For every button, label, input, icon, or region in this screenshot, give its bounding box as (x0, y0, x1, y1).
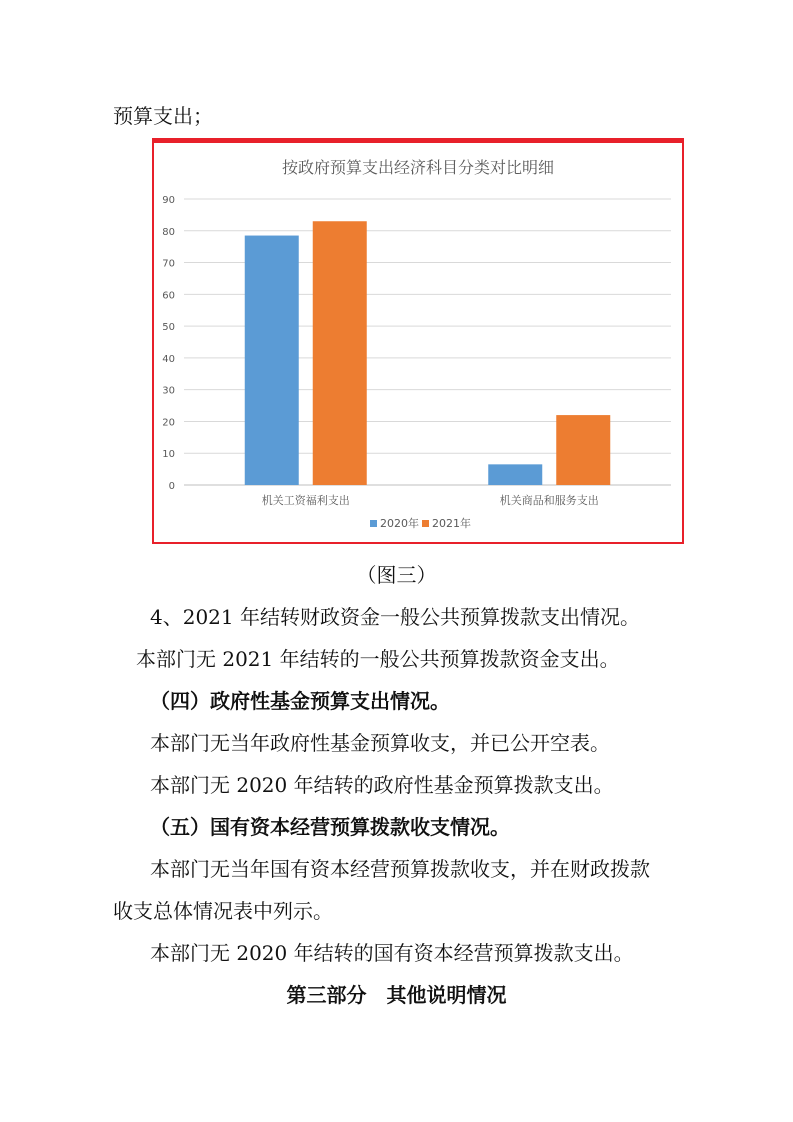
y-tick-label-90: 90 (162, 195, 175, 206)
legend-label-2: 2021年 (432, 517, 471, 530)
intro-fragment: 预算支出； (113, 104, 213, 128)
chart-frame (152, 138, 684, 544)
bar-1-2 (488, 464, 542, 485)
x-tick-label-1: 机关工资福利支出 (261, 494, 350, 507)
section-5-heading: （五）国有资本经营预算拨款收支情况。 (150, 815, 510, 839)
y-tick-label-20: 20 (162, 417, 175, 429)
y-tick-label-80: 80 (162, 226, 175, 238)
legend-swatch-2 (422, 520, 429, 527)
y-tick-label-0: 0 (168, 481, 175, 492)
part-3-heading: 第三部分 其他说明情况 (286, 983, 507, 1007)
y-tick-label-10: 10 (162, 449, 175, 461)
legend-label-1: 2020年 (380, 517, 419, 530)
x-tick-label-2: 机关商品和服务支出 (499, 494, 599, 507)
section-5-body-1a: 本部门无当年国有资本经营预算拨款收支，并在财政拨款 (150, 857, 650, 881)
bar-1-1 (245, 236, 299, 485)
section-5-body-1b: 收支总体情况表中列示。 (113, 899, 333, 923)
y-tick-label-70: 70 (162, 258, 175, 270)
chart-title: 按政府预算支出经济科目分类对比明细 (281, 158, 555, 177)
section-4-body-2: 本部门无 2020 年结转的政府性基金预算拨款支出。 (150, 773, 614, 797)
bar-2-1 (313, 221, 367, 485)
y-tick-label-40: 40 (162, 353, 175, 365)
para-4-heading: 4、2021 年结转财政资金一般公共预算拨款支出情况。 (150, 605, 640, 629)
section-4-body-1: 本部门无当年政府性基金预算收支，并已公开空表。 (150, 731, 610, 755)
figure-caption: （图三） (356, 563, 437, 587)
section-5-body-2: 本部门无 2020 年结转的国有资本经营预算拨款支出。 (150, 941, 634, 965)
para-4-body: 本部门无 2021 年结转的一般公共预算拨款资金支出。 (136, 647, 620, 671)
section-4-heading: （四）政府性基金预算支出情况。 (150, 689, 450, 713)
y-tick-label-30: 30 (162, 385, 175, 397)
legend-swatch-1 (370, 520, 377, 527)
y-tick-label-50: 50 (162, 322, 175, 334)
bar-2-2 (556, 415, 610, 485)
bar-chart (154, 143, 682, 542)
y-tick-label-60: 60 (162, 290, 175, 302)
